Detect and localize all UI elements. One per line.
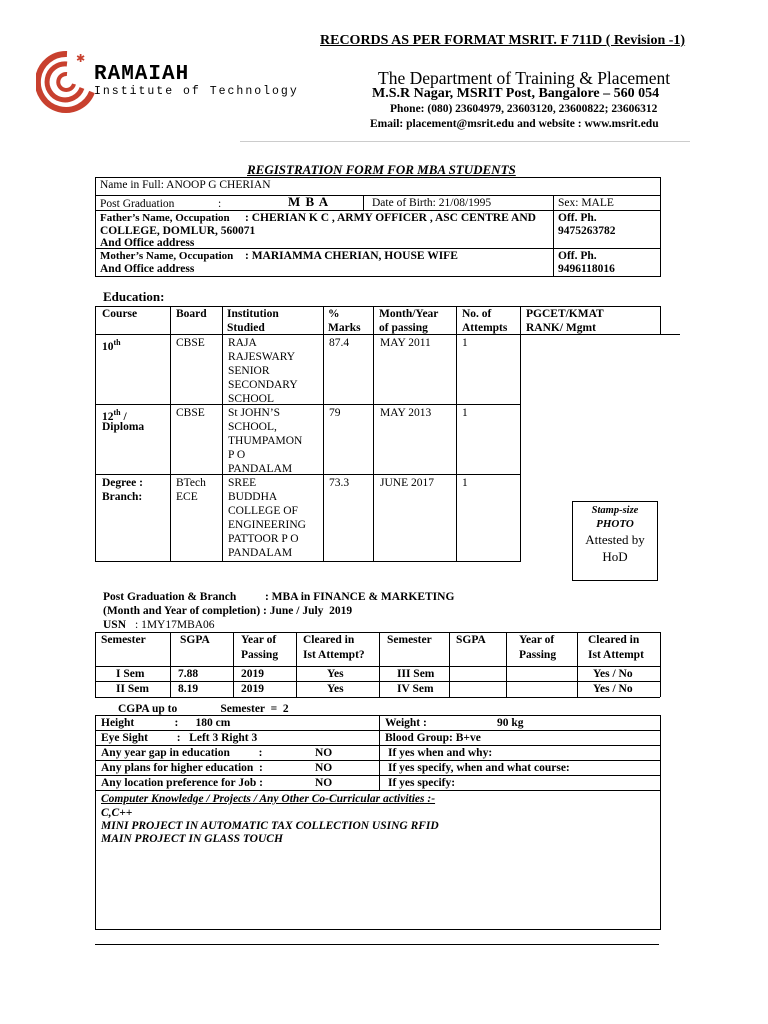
edu-row-degree-board: BTech [176, 477, 206, 489]
edu-row-degree-inst-1: SREE [228, 477, 257, 489]
logo-subtitle: Institute of Technology [94, 85, 299, 98]
pg-branch: Post Graduation & Branch : MBA in FINANCE & MARKETING [103, 591, 455, 603]
edu-row-12-board: CBSE [176, 407, 205, 419]
form-title: REGISTRATION FORM FOR MBA STUDENTS [247, 162, 516, 177]
usn-label: USN [103, 619, 127, 631]
edu-header-attempts: Attempts [462, 322, 508, 334]
edu-row-10-inst-4: SECONDARY [228, 379, 298, 391]
edu-row-10-inst-5: SCHOOL [228, 393, 275, 405]
mother-off-ph-value: 9496118016 [558, 263, 615, 275]
activities-heading: Computer Knowledge / Projects / Any Other Co-Curricular activities :- [101, 793, 436, 805]
sem-row-2-cleared: Yes [327, 683, 344, 695]
activities-line-2: MINI PROJECT IN AUTOMATIC TAX COLLECTION USING RFID [101, 820, 439, 832]
edu-header-studied: Studied [227, 322, 265, 334]
ramaiah-logo-icon [36, 48, 98, 118]
activities-line-1: C,C++ [101, 807, 133, 819]
sem-header-semester-2: Semester [387, 634, 432, 646]
father-office-label: And Office address [100, 237, 195, 249]
sem-header-cleared-1b: Cleared in [588, 634, 640, 646]
edu-row-degree-attempts: 1 [462, 477, 468, 489]
blood-group: Blood Group: B+ve [385, 732, 481, 744]
edu-row-10-month: MAY 2011 [380, 337, 431, 349]
edu-row-degree-inst-5: PATTOOR P O [228, 533, 299, 545]
edu-row-degree-month: JUNE 2017 [380, 477, 434, 489]
father-off-ph-value: 9475263782 [558, 225, 616, 237]
mother-office-label: And Office address [100, 263, 195, 275]
sem-header-sgpa-2: SGPA [456, 634, 486, 646]
sem-row-2-sem: II Sem [116, 683, 149, 695]
sem-row-2-cleared2: Yes / No [593, 683, 633, 695]
logo-name: RAMAIAH [94, 63, 190, 86]
photo-label-1: Stamp-size [591, 505, 639, 516]
edu-row-12-inst-3: THUMPAMON [228, 435, 303, 447]
sem-header-semester: Semester [101, 634, 146, 646]
gap-question: If yes when and why: [388, 747, 493, 759]
sem-header-cleared-2b: Ist Attempt [588, 649, 644, 661]
weight-value: 90 kg [497, 717, 524, 729]
sem-header-cleared-2: Ist Attempt? [303, 649, 365, 661]
activities-line-3: MAIN PROJECT IN GLASS TOUCH [101, 833, 283, 845]
pg-value: M B A [288, 194, 330, 209]
edu-row-12-inst-4: P O [228, 449, 246, 461]
edu-row-10-attempts: 1 [462, 337, 468, 349]
edu-row-10-board: CBSE [176, 337, 205, 349]
department-address: M.S.R Nagar, MSRIT Post, Bangalore – 560 054 [372, 86, 660, 101]
eyesight: Eye Sight : Left 3 Right 3 [101, 732, 258, 744]
edu-header-board: Board [176, 308, 207, 320]
edu-row-degree-inst-6: PANDALAM [228, 547, 293, 559]
father-address: COLLEGE, DOMLUR, 560071 [100, 225, 256, 237]
pg-completion: (Month and Year of completion) : June / July 2019 [103, 605, 353, 617]
edu-header-percent: % [328, 308, 340, 320]
edu-row-10-marks: 87.4 [329, 337, 350, 349]
edu-row-12-month: MAY 2013 [380, 407, 432, 419]
edu-row-degree-inst-2: BUDDHA [228, 491, 278, 503]
name-value: ANOOP G CHERIAN [166, 179, 271, 191]
higher-education-question: If yes specify, when and what course: [388, 762, 570, 774]
records-format-line: RECORDS AS PER FORMAT MSRIT. F 711D ( Revision -1) [320, 33, 686, 48]
edu-row-degree-course: Degree : [102, 477, 143, 489]
sem-row-2-sem2: IV Sem [397, 683, 434, 695]
sem-row-1-cleared2: Yes / No [593, 668, 633, 680]
department-title: The Department of Training & Placement [378, 68, 671, 88]
sem-row-2-year: 2019 [241, 683, 264, 695]
pg-colon: : [218, 198, 222, 210]
svg-text:✱: ✱ [76, 52, 86, 65]
edu-row-12-attempts: 1 [462, 407, 468, 419]
edu-row-10-course: 10th [102, 338, 121, 353]
sem-header-sgpa: SGPA [180, 634, 210, 646]
sem-row-1-cleared: Yes [327, 668, 344, 680]
sem-header-year-2: Passing [241, 649, 279, 661]
location-question: If yes specify: [388, 777, 456, 789]
department-phone: Phone: (080) 23604979, 23603120, 23600822; 23606312 [390, 103, 658, 115]
father-label: Father’s Name, Occupation [100, 212, 230, 224]
sem-row-1-sgpa: 7.88 [178, 668, 199, 680]
sem-header-cleared-1: Cleared in [303, 634, 355, 646]
edu-header-course: Course [102, 308, 138, 320]
mother-off-ph-label: Off. Ph. [558, 250, 597, 262]
gap-value: NO [315, 747, 333, 759]
pg-label: Post Graduation [100, 198, 175, 210]
photo-label-3: Attested by [585, 532, 645, 547]
cgpa-line: CGPA up to Semester = 2 [118, 703, 289, 715]
activities-box [95, 790, 661, 930]
edu-header-of-passing: of passing [379, 322, 428, 334]
edu-row-12-marks: 79 [329, 407, 341, 419]
edu-row-10-inst-1: RAJA [228, 337, 257, 349]
edu-row-10-inst-2: RAJESWARY [228, 351, 296, 363]
edu-row-degree-inst-3: COLLEGE OF [228, 505, 298, 517]
gap-label: Any year gap in education : [101, 747, 263, 759]
edu-header-month-year: Month/Year [379, 308, 439, 320]
photo-label-2: PHOTO [596, 518, 634, 530]
edu-header-marks: Marks [328, 322, 361, 334]
higher-education-label: Any plans for higher education : [101, 762, 263, 774]
edu-header-rank: RANK/ Mgmt [526, 322, 596, 334]
edu-row-degree-inst-4: ENGINEERING [228, 519, 306, 531]
edu-row-degree-board2: ECE [176, 491, 198, 503]
edu-row-12-inst-5: PANDALAM [228, 463, 293, 475]
mother-value: : MARIAMMA CHERIAN, HOUSE WIFE [245, 250, 458, 262]
location-value: NO [315, 777, 333, 789]
header-divider [240, 141, 690, 142]
sem-row-1-sem2: III Sem [397, 668, 435, 680]
department-email: Email: placement@msrit.edu and website : www.msrit.edu [370, 118, 659, 130]
photo-label-4: HoD [602, 549, 628, 564]
sem-header-year-2b: Passing [519, 649, 557, 661]
sem-row-2-sgpa: 8.19 [178, 683, 199, 695]
usn-value: : 1MY17MBA06 [135, 619, 215, 631]
sex: Sex: MALE [558, 197, 614, 209]
mother-label: Mother’s Name, Occupation [100, 250, 234, 262]
name-label: Name in Full: ANOOP G CHERIAN [100, 179, 271, 191]
location-label: Any location preference for Job : [101, 777, 263, 789]
father-off-ph-label: Off. Ph. [558, 212, 597, 224]
edu-row-10-inst-3: SENIOR [228, 365, 270, 377]
dob: Date of Birth: 21/08/1995 [372, 197, 492, 209]
sem-row-1-sem: I Sem [116, 668, 145, 680]
father-value: : CHERIAN K C , ARMY OFFICER , ASC CENTRE AND [245, 212, 536, 224]
edu-row-12-inst-1: St JOHN’S [228, 407, 281, 419]
edu-header-institution: Institution [227, 308, 279, 320]
footer-divider [95, 944, 659, 945]
height: Height : 180 cm [101, 717, 231, 729]
sem-row-1-year: 2019 [241, 668, 264, 680]
education-heading: Education: [103, 289, 165, 304]
weight-label: Weight : [385, 717, 427, 729]
edu-header-pgcet: PGCET/KMAT [526, 308, 604, 320]
edu-row-12-course2: Diploma [102, 421, 145, 433]
edu-row-12-course: 12th / [102, 408, 127, 423]
edu-header-no-of: No. of [462, 308, 492, 320]
edu-row-degree-marks: 73.3 [329, 477, 350, 489]
sem-header-year-1: Year of [241, 634, 277, 646]
edu-row-degree-branch: Branch: [102, 491, 143, 503]
sem-header-year-1b: Year of [519, 634, 555, 646]
higher-education-value: NO [315, 762, 333, 774]
edu-row-12-inst-2: SCHOOL, [228, 421, 277, 433]
